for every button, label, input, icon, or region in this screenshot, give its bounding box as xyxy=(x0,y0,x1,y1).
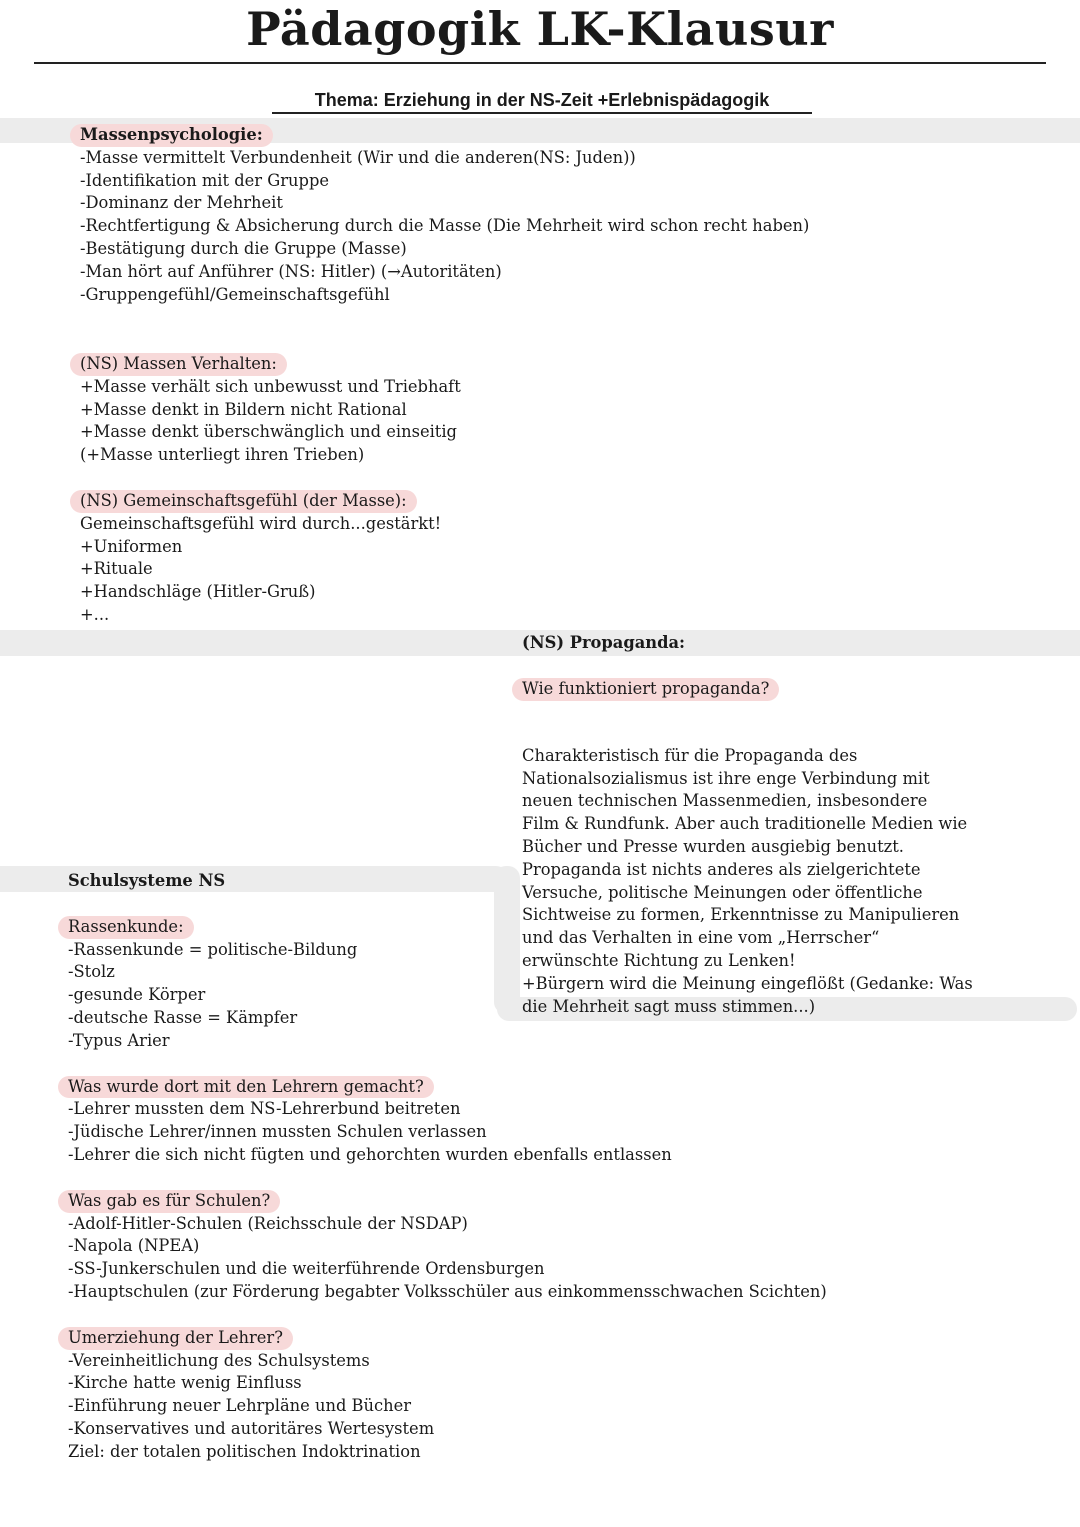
list-item: -Identifikation mit der Gruppe xyxy=(80,170,330,190)
text-line: erwünschte Richtung zu Lenken! xyxy=(522,950,796,970)
text-line: Charakteristisch für die Propaganda des xyxy=(522,745,858,765)
list-item: -gesunde Körper xyxy=(68,985,206,1005)
subsection-heading: Was gab es für Schulen? xyxy=(58,1190,280,1213)
list-item: -Masse vermittelt Verbundenheit (Wir und die anderen(NS: Juden)) xyxy=(80,147,636,167)
text-line: Nationalsozialismus ist ihre enge Verbindung mit xyxy=(522,768,930,788)
list-item: -Adolf-Hitler-Schulen (Reichsschule der NSDAP) xyxy=(68,1213,468,1233)
list-item: +Handschläge (Hitler-Gruß) xyxy=(80,582,316,602)
list-item: -Bestätigung durch die Gruppe (Masse) xyxy=(80,238,407,258)
section-heading: Schulsysteme NS xyxy=(68,871,226,890)
list-item: +Masse denkt in Bildern nicht Rational xyxy=(80,399,407,419)
list-item: -Kirche hatte wenig Einfluss xyxy=(68,1373,302,1393)
subsection-heading: Was wurde dort mit den Lehrern gemacht? xyxy=(58,1076,434,1099)
list-item: -Gruppengefühl/Gemeinschaftsgefühl xyxy=(80,284,390,304)
text-line: Versuche, politische Meinungen oder öffentliche xyxy=(522,882,923,902)
text-line: Sichtweise zu formen, Erkenntnisse zu Manipulieren xyxy=(522,905,960,925)
section-heading: (NS) Massen Verhalten: xyxy=(70,353,287,376)
page-title: Pädagogik LK-Klausur xyxy=(246,2,834,56)
subsection-heading: Rassenkunde: xyxy=(58,916,194,939)
massenpsychologie-section xyxy=(80,124,809,306)
title-divider xyxy=(34,62,1046,64)
text-line: neuen technischen Massenmedien, insbesondere xyxy=(522,791,928,811)
section-heading: Massenpsychologie: xyxy=(70,124,273,147)
list-item: (+Masse unterliegt ihren Trieben) xyxy=(80,445,365,465)
list-item: -Hauptschulen (zur Förderung begabter Volksschüler aus einkommensschwachen Scichten) xyxy=(68,1281,827,1301)
list-item: +Uniformen xyxy=(80,536,183,556)
list-item: +Masse verhält sich unbewusst und Triebhaft xyxy=(80,376,461,396)
list-item: +... xyxy=(80,604,110,624)
list-item: -Lehrer die sich nicht fügten und gehorchten wurden ebenfalls entlassen xyxy=(68,1144,672,1164)
section-heading: (NS) Gemeinschaftsgefühl (der Masse): xyxy=(70,490,417,513)
massen-verhalten-section xyxy=(80,353,461,467)
list-item: -SS-Junkerschulen und die weiterführende Ordensburgen xyxy=(68,1259,545,1279)
schulsysteme-section xyxy=(68,870,827,1464)
section-heading: (NS) Propaganda: xyxy=(522,633,686,652)
theme-heading: Thema: Erziehung in der NS-Zeit +Erlebnispädagogik xyxy=(272,90,812,114)
list-item: -deutsche Rasse = Kämpfer xyxy=(68,1007,298,1027)
list-item: -Dominanz der Mehrheit xyxy=(80,193,283,213)
list-item: -Man hört auf Anführer (NS: Hitler) (→Autoritäten) xyxy=(80,261,502,281)
list-item: -Vereinheitlichung des Schulsystems xyxy=(68,1350,370,1370)
list-item: +Rituale xyxy=(80,559,153,579)
list-item: -Einführung neuer Lehrpläne und Bücher xyxy=(68,1396,412,1416)
subsection-heading: Umerziehung der Lehrer? xyxy=(58,1327,293,1350)
list-item: -Rechtfertigung & Absicherung durch die Masse (Die Mehrheit wird schon recht haben) xyxy=(80,216,810,236)
list-item: -Jüdische Lehrer/innen mussten Schulen verlassen xyxy=(68,1122,487,1142)
text-line: Film & Rundfunk. Aber auch traditionelle Medien wie xyxy=(522,814,968,834)
list-item: -Napola (NPEA) xyxy=(68,1236,200,1256)
text-line: die Mehrheit sagt muss stimmen...) xyxy=(522,996,816,1016)
text-line: Propaganda ist nichts anderes als zielgerichtete xyxy=(522,859,921,879)
list-item: -Lehrer mussten dem NS-Lehrerbund beitreten xyxy=(68,1099,461,1119)
list-item: -Typus Arier xyxy=(68,1030,170,1050)
list-item: -Rassenkunde = politische-Bildung xyxy=(68,939,358,959)
list-item: +Masse denkt überschwänglich und einseitig xyxy=(80,422,457,442)
gemeinschaftsgefuehl-section xyxy=(80,490,441,627)
text-line: und das Verhalten in eine vom „Herrscher“ xyxy=(522,928,880,948)
list-item: -Konservatives und autoritäres Wertesystem xyxy=(68,1418,435,1438)
list-item: Gemeinschaftsgefühl wird durch...gestärkt! xyxy=(80,513,442,533)
question-heading: Wie funktioniert propaganda? xyxy=(512,678,779,701)
text-line: +Bürgern wird die Meinung eingeflößt (Gedanke: Was xyxy=(522,973,973,993)
list-item: -Stolz xyxy=(68,962,115,982)
list-item: Ziel: der totalen politischen Indoktrination xyxy=(68,1441,421,1461)
text-line: Bücher und Presse wurden ausgiebig benutzt. xyxy=(522,836,904,856)
